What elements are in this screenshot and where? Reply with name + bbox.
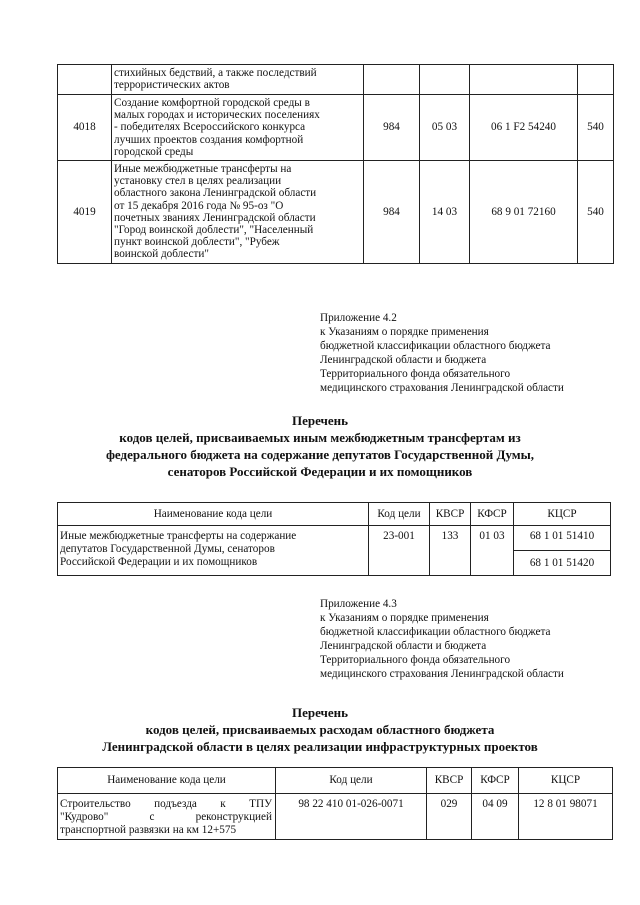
table-header-row bbox=[58, 503, 611, 526]
header-kvsr: КВСР bbox=[427, 768, 472, 794]
row-kcsr: 68 1 01 51420 bbox=[514, 551, 611, 576]
row-kcsr: 68 1 01 51410 bbox=[514, 526, 611, 551]
row-name: Строительство подъезда к ТПУ "Кудрово" с реконструкцией транспортной развязки на км 12+575 bbox=[58, 794, 276, 840]
row-kvr bbox=[578, 65, 614, 95]
row-kfsr: 04 09 bbox=[472, 794, 519, 840]
row-name: стихийных бедствий, а также последствий террористических актов bbox=[112, 65, 364, 95]
row-kvsr: 029 bbox=[427, 794, 472, 840]
appendix-4-2-caption: Приложение 4.2 к Указаниям о порядке применения бюджетной классификации областного бюджета Ленинградской области и бюджета Территориального фонда обязательного медицинского страхования Ленинградской области bbox=[320, 312, 564, 394]
header-code: Код цели bbox=[369, 503, 430, 526]
row-kvsr bbox=[364, 65, 420, 95]
row-number: 4018 bbox=[58, 95, 112, 161]
header-code: Код цели bbox=[276, 768, 427, 794]
row-name: Иные межбюджетные трансферты на установку стел в целях реализации областного закона Ленинградской области от 15 декабря 2016 года № 95-оз "О почетных званиях Ленинградской области "Город воинской доблести", "Населенный пункт воинской доблести", "Рубеж воинской доблести" bbox=[112, 161, 364, 264]
row-kcsr: 06 1 F2 54240 bbox=[470, 95, 578, 161]
row-kfsr: 01 03 bbox=[471, 526, 514, 576]
header-kvsr: КВСР bbox=[430, 503, 471, 526]
appendix-4-3-caption: Приложение 4.3 к Указаниям о порядке применения бюджетной классификации областного бюджета Ленинградской области и бюджета Территориального фонда обязательного медицинского страхования Ленинградской области bbox=[320, 598, 564, 680]
table-row bbox=[58, 95, 614, 161]
row-number bbox=[58, 65, 112, 95]
row-name: Создание комфортной городской среды в малых городах и исторических поселениях - победителях Всероссийского конкурса лучших проектов создания комфортной городской среды bbox=[112, 95, 364, 161]
header-name: Наименование кода цели bbox=[58, 503, 369, 526]
table-row bbox=[58, 794, 613, 840]
row-name: Иные межбюджетные трансферты на содержание депутатов Государственной Думы, сенаторов Российской Федерации и их помощников bbox=[58, 526, 369, 576]
row-kfsr: 05 03 bbox=[420, 95, 470, 161]
header-name: Наименование кода цели bbox=[58, 768, 276, 794]
codes-table-4-2 bbox=[57, 502, 611, 576]
table-row bbox=[58, 65, 614, 95]
row-kcsr: 12 8 01 98071 bbox=[519, 794, 613, 840]
table-header-row bbox=[58, 768, 613, 794]
codes-table-4-3 bbox=[57, 767, 613, 840]
row-kvsr: 133 bbox=[430, 526, 471, 576]
table-row bbox=[58, 161, 614, 264]
row-kvsr: 984 bbox=[364, 161, 420, 264]
header-kcsr: КЦСР bbox=[519, 768, 613, 794]
row-kvr: 540 bbox=[578, 95, 614, 161]
header-kcsr: КЦСР bbox=[514, 503, 611, 526]
row-number: 4019 bbox=[58, 161, 112, 264]
header-kfsr: КФСР bbox=[472, 768, 519, 794]
row-kvr: 540 bbox=[578, 161, 614, 264]
row-code: 23-001 bbox=[369, 526, 430, 576]
row-kcsr bbox=[470, 65, 578, 95]
row-kcsr: 68 9 01 72160 bbox=[470, 161, 578, 264]
row-kfsr: 14 03 bbox=[420, 161, 470, 264]
heading-4-2: Перечень кодов целей, присваиваемых иным межбюджетным трансфертам из федерального бюджета на содержание депутатов Государственной Думы, сенаторов Российской Федерации и их помощников bbox=[105, 413, 535, 479]
heading-4-3: Перечень кодов целей, присваиваемых расходам областного бюджета Ленинградской области в целях реализации инфраструктурных проектов bbox=[102, 705, 538, 754]
codes-table-continued bbox=[57, 64, 614, 264]
row-kfsr bbox=[420, 65, 470, 95]
header-kfsr: КФСР bbox=[471, 503, 514, 526]
table-row bbox=[58, 526, 611, 551]
row-kvsr: 984 bbox=[364, 95, 420, 161]
row-code: 98 22 410 01-026-0071 bbox=[276, 794, 427, 840]
